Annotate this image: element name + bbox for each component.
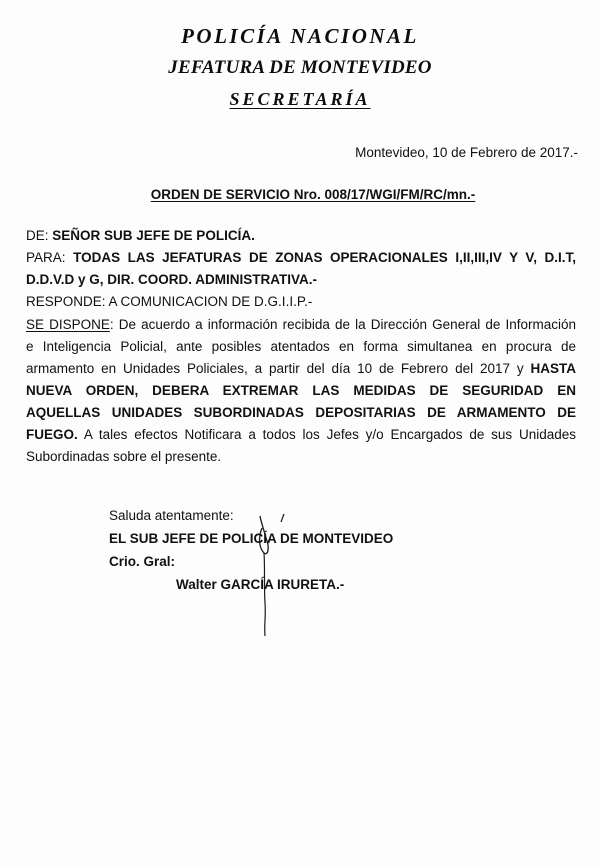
responde-label: RESPONDE: bbox=[26, 294, 106, 309]
dispone-line-2: e Inteligencia Policial, ante posibles atentados en forma simultanea en procura de bbox=[26, 339, 576, 354]
para-section bbox=[26, 247, 576, 291]
order-title: ORDEN DE SERVICIO Nro. 008/17/WGI/FM/RC/mn.- bbox=[150, 187, 476, 202]
dispone-line-3: armamento en Unidades Policiales, a partir del día 10 de Febrero del 2017 y HASTA bbox=[26, 361, 576, 376]
responde-section bbox=[26, 291, 576, 313]
para-line-1: TODAS LAS JEFATURAS DE ZONAS OPERACIONALES I,II,III,IV Y V, D.I.T, bbox=[73, 250, 576, 265]
para-line-2: D.D.V.D y G, DIR. COORD. ADMINISTRATIVA.- bbox=[26, 272, 318, 287]
de-value: SEÑOR SUB JEFE DE POLICÍA. bbox=[52, 228, 255, 243]
signer-position: EL SUB JEFE DE POLICÍA DE MONTEVIDEO bbox=[109, 531, 394, 546]
dispone-section bbox=[26, 314, 576, 468]
dispone-line-7: Subordinadas sobre el presente. bbox=[26, 449, 222, 464]
dispone-line-4: NUEVA ORDEN, DEBERA EXTREMAR LAS MEDIDAS DE SEGURIDAD EN bbox=[26, 383, 576, 398]
salutation: Saluda atentamente: bbox=[109, 508, 234, 523]
document-date: Montevideo, 10 de Febrero de 2017.- bbox=[355, 145, 578, 160]
responde-value: A COMUNICACION DE D.G.I.I.P.- bbox=[108, 294, 313, 309]
handwritten-signature bbox=[248, 508, 298, 643]
header-secretaria: SECRETARÍA bbox=[229, 89, 371, 109]
header-jefatura: JEFATURA DE MONTEVIDEO bbox=[168, 57, 432, 78]
de-label: DE: bbox=[26, 228, 49, 243]
dispone-line-1: : De acuerdo a información recibida de la Dirección General de Información bbox=[109, 317, 577, 332]
para-label: PARA: bbox=[26, 250, 66, 265]
dispone-label: SE DISPONE bbox=[26, 317, 110, 332]
de-section bbox=[26, 225, 576, 247]
signer-rank: Crio. Gral: bbox=[109, 554, 176, 569]
header-police-name: POLICÍA NACIONAL bbox=[181, 24, 419, 48]
dispone-line-6: FUEGO. A tales efectos Notificara a todos los Jefes y/o Encargados de sus Unidades bbox=[26, 427, 576, 442]
dispone-line-5: AQUELLAS UNIDADES SUBORDINADAS DEPOSITARIAS DE ARMAMENTO DE bbox=[26, 405, 576, 420]
signer-name: Walter GARCÍA IRURETA.- bbox=[176, 577, 345, 592]
